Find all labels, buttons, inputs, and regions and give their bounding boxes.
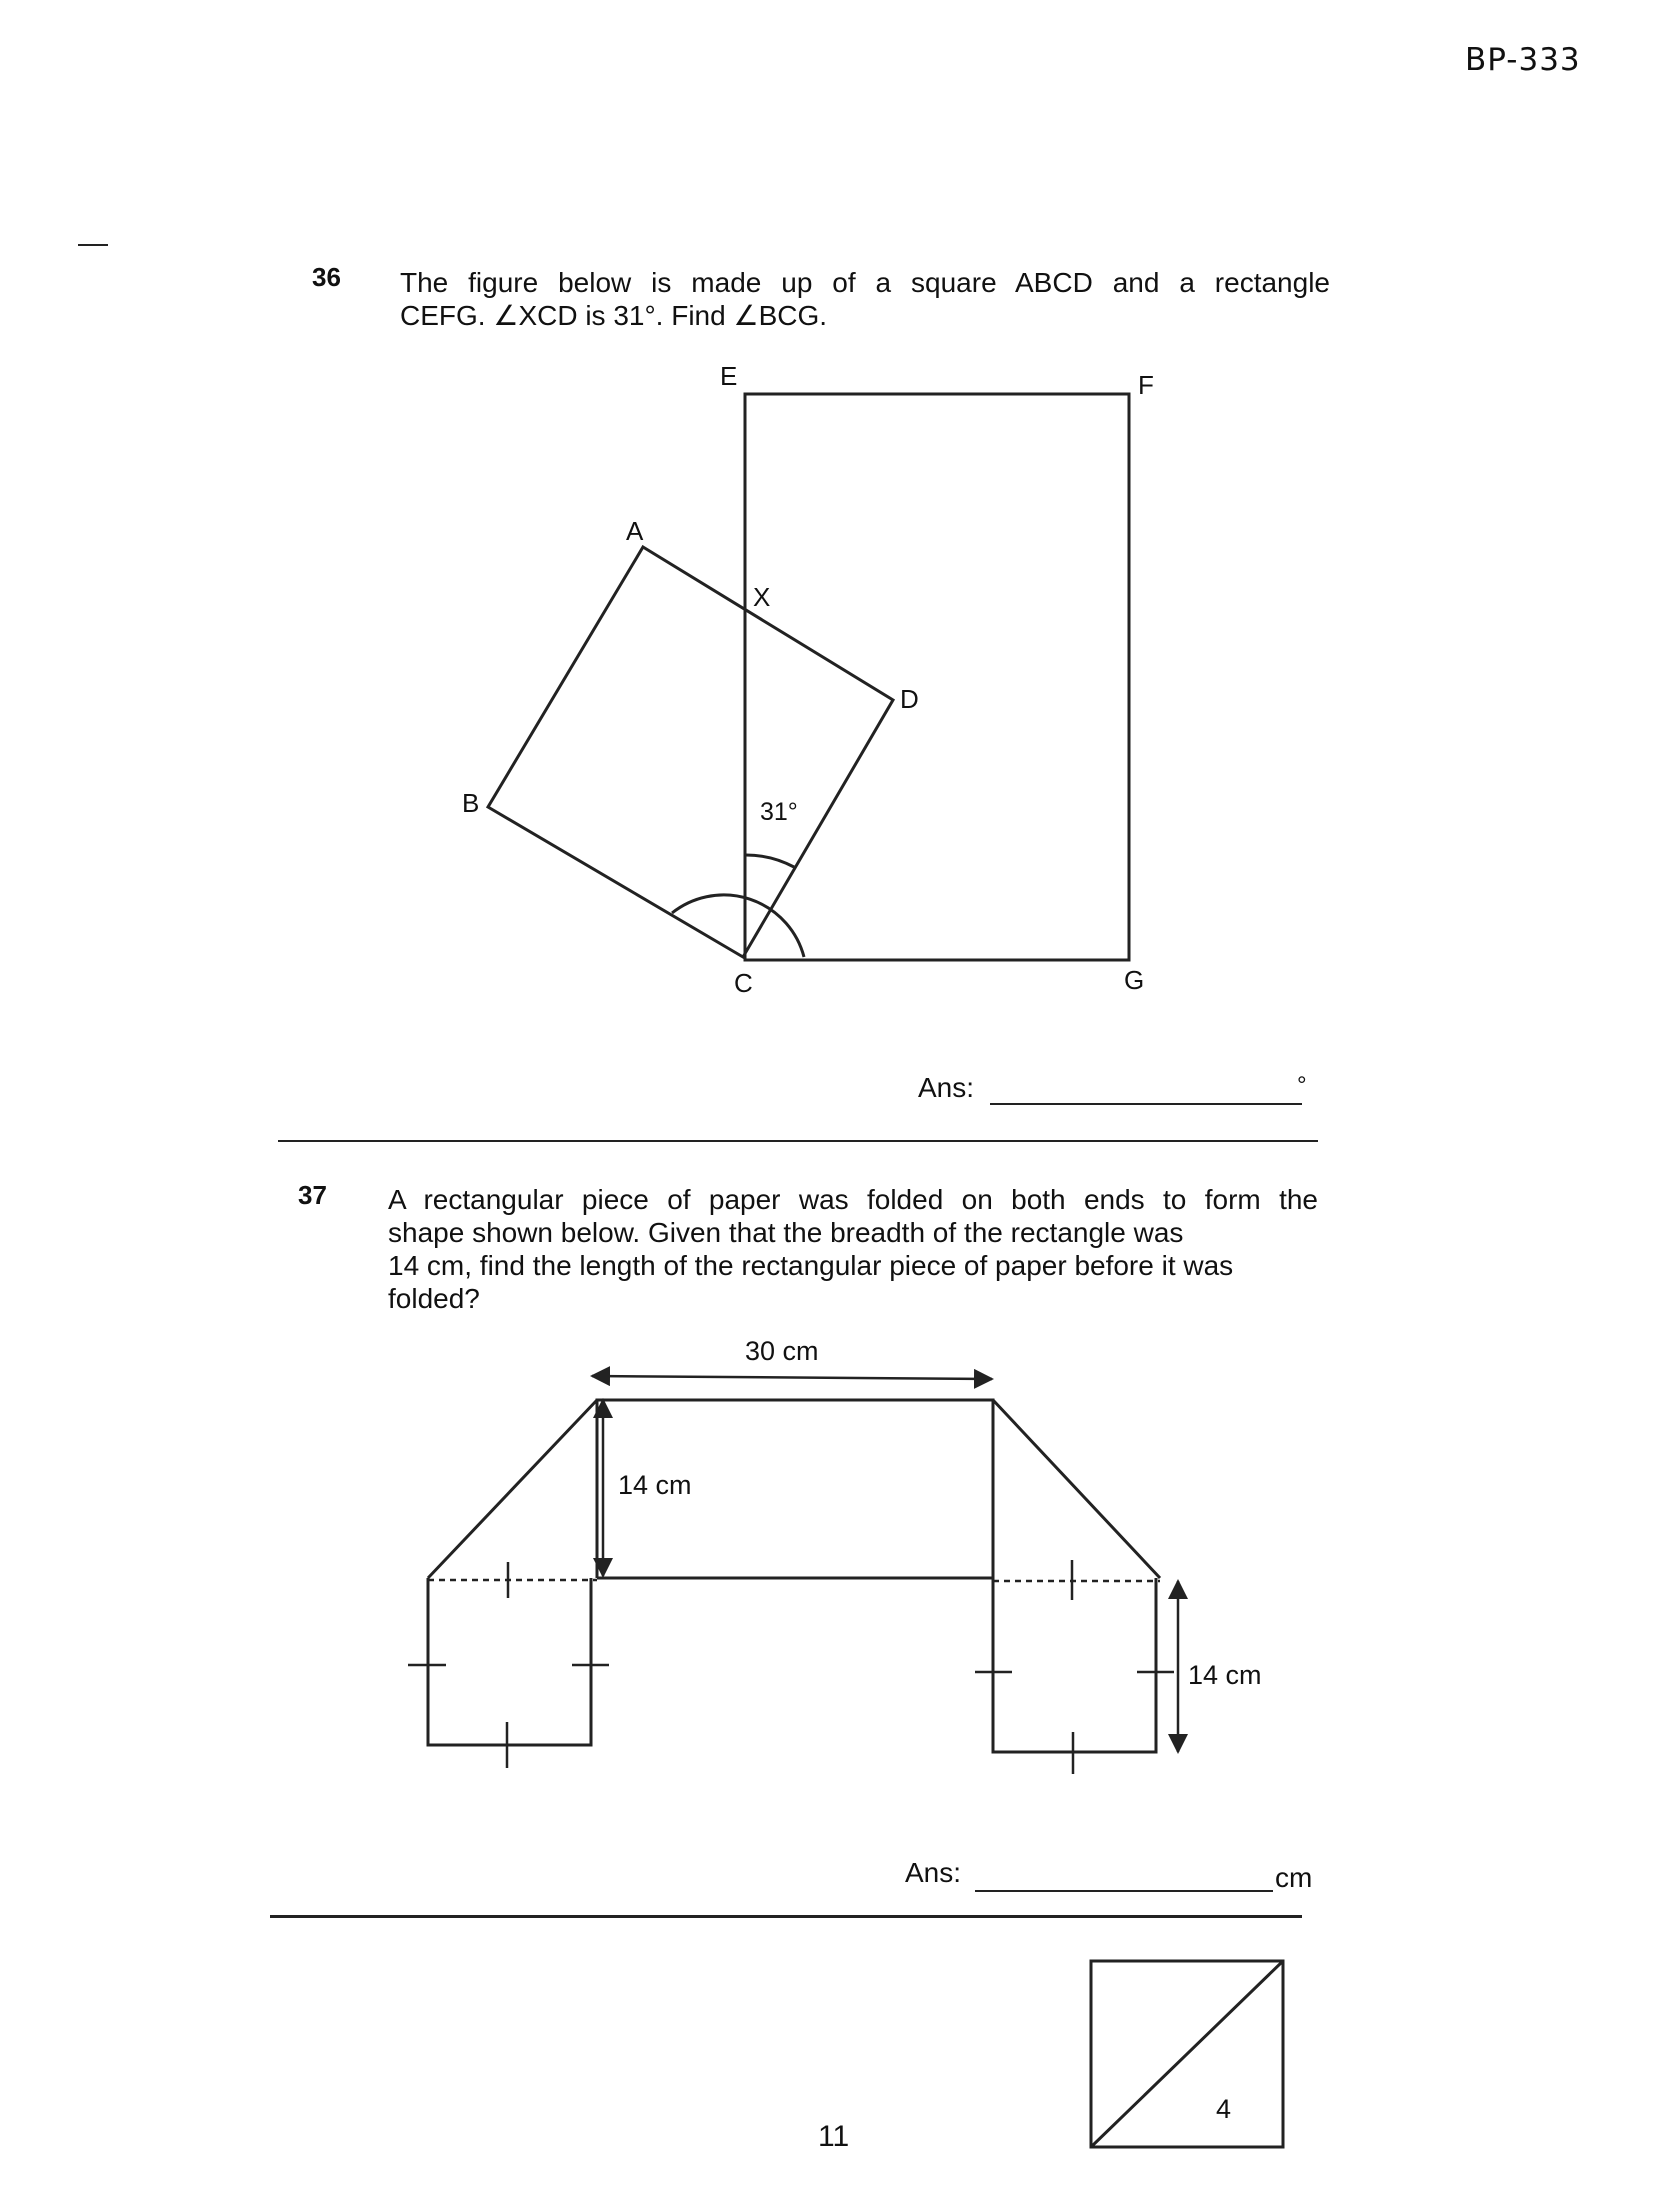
left-diagonal	[428, 1400, 597, 1578]
dimension-left-label: 14 cm	[618, 1470, 692, 1500]
label-x: X	[753, 582, 771, 612]
marks-value: 4	[1216, 2094, 1232, 2124]
angle-31-label: 31°	[760, 798, 798, 826]
question-37-number: 37	[298, 1180, 327, 1210]
label-a: A	[626, 516, 644, 546]
dimension-arrow-top	[592, 1376, 992, 1379]
figure-37	[0, 1300, 1654, 1820]
angle-31-arc	[745, 855, 794, 867]
divider-2	[270, 1915, 1302, 1918]
question-36-number: 36	[312, 262, 341, 292]
answer-36-unit: °	[1297, 1072, 1307, 1099]
question-36-line-2: CEFG. ∠XCD is 31°. Find ∠BCG.	[400, 300, 828, 331]
page-number: 11	[818, 2120, 850, 2153]
dimension-right-label: 14 cm	[1188, 1660, 1262, 1690]
label-g: G	[1124, 965, 1145, 995]
marks-box	[1088, 1958, 1288, 2153]
left-flap	[428, 1578, 591, 1745]
question-37-text	[388, 1183, 1318, 1315]
answer-36-field[interactable]	[990, 1072, 1302, 1105]
answer-36-label: Ans:	[918, 1072, 975, 1103]
question-37-line-3: 14 cm, find the length of the rectangular piece of paper before it was	[388, 1250, 1234, 1281]
rectangle-cefg	[745, 394, 1129, 960]
paper-code: BP-333	[1465, 42, 1581, 78]
right-diagonal	[993, 1400, 1160, 1578]
question-36-line-1: The figure below is made up of a square ABCD and a rectangle	[400, 267, 1330, 298]
question-37-line-1: A rectangular piece of paper was folded on both ends to form the	[388, 1184, 1318, 1215]
question-37-line-2: shape shown below. Given that the breadth of the rectangle was	[388, 1217, 1184, 1248]
divider-1	[278, 1140, 1318, 1142]
dimension-top-label: 30 cm	[745, 1336, 819, 1366]
label-b: B	[462, 788, 480, 818]
answer-37-label: Ans:	[905, 1857, 962, 1888]
answer-37-field[interactable]	[975, 1857, 1273, 1892]
label-f: F	[1138, 370, 1154, 400]
label-e: E	[720, 361, 738, 391]
answer-37-unit: cm	[1275, 1862, 1313, 1893]
label-d: D	[900, 684, 919, 714]
square-abcd	[488, 547, 893, 957]
right-flap	[993, 1578, 1156, 1752]
question-37-line-4: folded?	[388, 1283, 480, 1314]
label-c: C	[734, 968, 753, 998]
